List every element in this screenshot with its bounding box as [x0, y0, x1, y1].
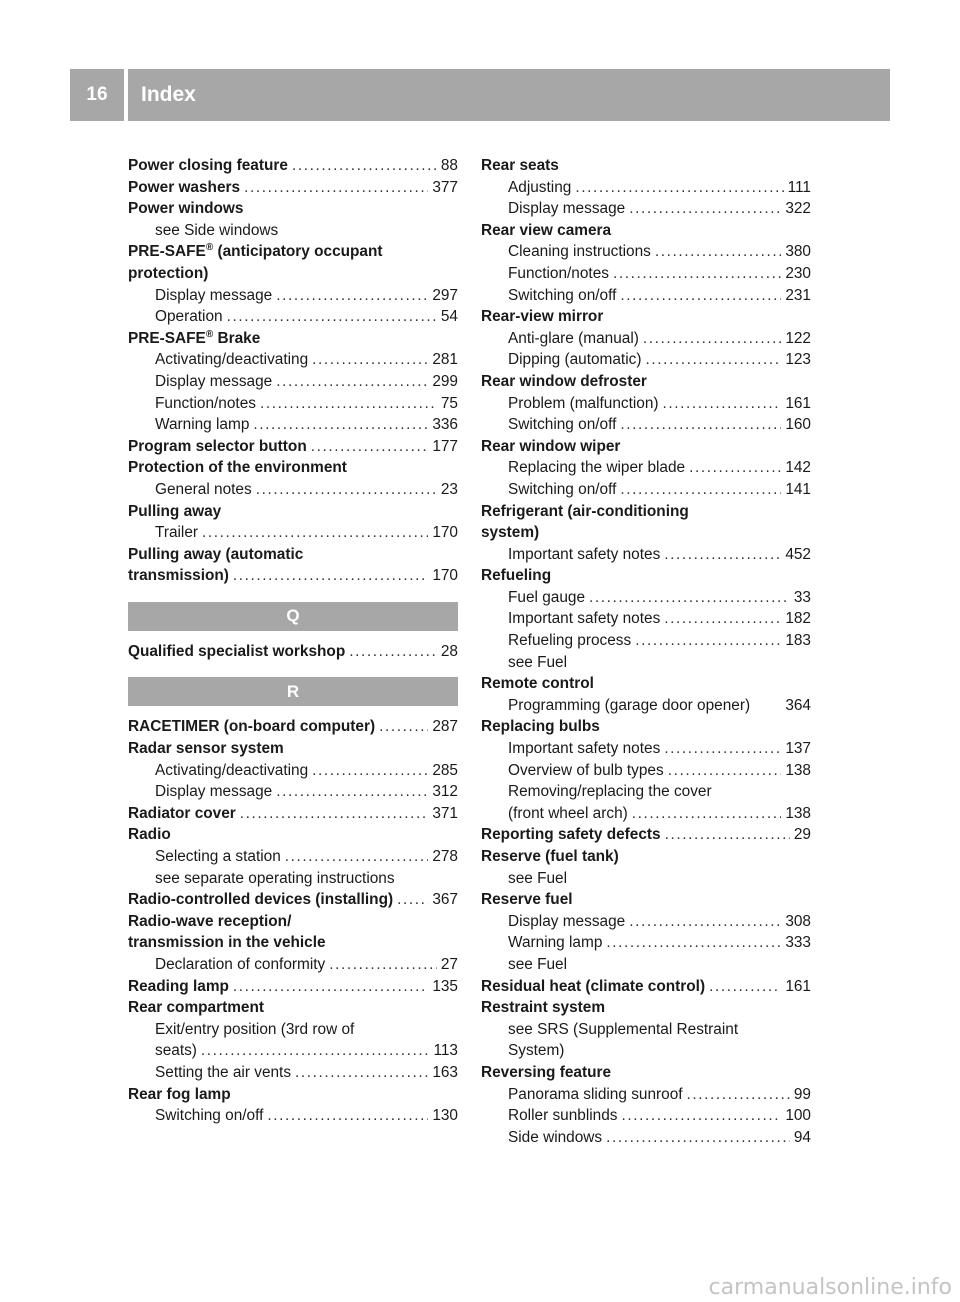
heading-text: Refrigerant (air-conditioning: [481, 502, 689, 520]
index-subentry[interactable]: [128, 522, 458, 544]
page-ref: 452: [785, 545, 811, 563]
page-ref: 297: [432, 286, 458, 304]
index-subentry[interactable]: [481, 328, 811, 350]
index-heading: [128, 824, 458, 846]
heading-text: Pulling away: [128, 502, 222, 520]
index-subentry[interactable]: [128, 285, 458, 307]
index-subentry[interactable]: [128, 760, 458, 782]
subentry-text: Function/notes: [508, 264, 609, 282]
page-ref: 135: [432, 977, 458, 995]
subentry-text: (front wheel arch): [508, 804, 628, 822]
index-group-p: [128, 155, 458, 587]
page-ref: 287: [432, 718, 458, 736]
page-ref: 322: [785, 200, 811, 218]
page-ref: 28: [440, 642, 458, 660]
dot-leader: [253, 414, 428, 436]
index-subentry[interactable]: [128, 393, 458, 415]
index-entry[interactable]: [481, 976, 811, 998]
heading-text: protection): [128, 264, 209, 282]
index-heading: [128, 328, 458, 350]
dot-leader: [295, 1062, 428, 1084]
subentry-text: Setting the air vents: [155, 1063, 292, 1081]
page-ref: 161: [785, 394, 811, 412]
subentry-text: Function/notes: [155, 394, 256, 412]
index-subentry[interactable]: [481, 457, 811, 479]
index-subentry[interactable]: [481, 349, 811, 371]
index-heading: [481, 522, 811, 544]
index-heading: [128, 738, 458, 760]
index-subentry[interactable]: [128, 781, 458, 803]
page-ref: 182: [785, 610, 811, 628]
subentry-text: Programming (garage door opener): [508, 696, 751, 714]
index-column-right: [481, 155, 811, 1148]
page-ref: 160: [785, 416, 811, 434]
dot-leader: [276, 285, 428, 307]
subentry-text: Warning lamp: [508, 934, 603, 952]
index-subentry[interactable]: [128, 479, 458, 501]
registered-mark: ®: [205, 328, 214, 340]
entry-term: Program selector button: [128, 437, 307, 455]
page-ref: 29: [793, 826, 811, 844]
subentry-text: Overview of bulb types: [508, 761, 664, 779]
subentry-text: Declaration of conformity: [155, 956, 326, 973]
dot-leader: [620, 285, 781, 307]
watermark: carmanualsonline.info: [708, 1275, 952, 1300]
heading-text: Remote control: [481, 675, 594, 693]
heading-text: Rear fog lamp: [128, 1085, 231, 1103]
dot-leader: [643, 328, 781, 350]
subentry-text: Display message: [508, 200, 626, 218]
index-subentry[interactable]: [128, 846, 458, 868]
heading-text-rest: Brake: [213, 329, 261, 347]
dot-leader: [292, 155, 437, 177]
index-heading: [481, 220, 811, 242]
dot-leader: [668, 760, 782, 782]
index-subentry[interactable]: [481, 1127, 811, 1149]
index-heading: [481, 846, 811, 868]
page-ref: 141: [785, 480, 811, 498]
page-ref: 94: [793, 1128, 811, 1146]
subentry-text: Important safety notes: [508, 610, 661, 628]
dot-leader: [244, 177, 428, 199]
entry-term: Radio-controlled devices (installing): [128, 891, 394, 909]
page-ref: 333: [785, 934, 811, 952]
page-ref: 336: [432, 416, 458, 434]
subentry-text: seats): [155, 1042, 197, 1060]
index-heading: [481, 889, 811, 911]
page-ref: 138: [785, 804, 811, 822]
index-subentry[interactable]: [128, 371, 458, 393]
index-heading: [481, 565, 811, 587]
page-ref: 138: [785, 761, 811, 779]
dot-leader: [665, 824, 790, 846]
page-ref: 299: [432, 372, 458, 390]
subentry-text: Refueling process: [508, 632, 632, 650]
subentry-text: Warning lamp: [155, 416, 250, 434]
page-ref: 312: [432, 783, 458, 801]
dot-leader: [632, 803, 782, 825]
subentry-text: Cleaning instructions: [508, 243, 651, 261]
index-subentry[interactable]: [128, 349, 458, 371]
letter-heading-r: R: [128, 677, 458, 706]
page-ref: 137: [785, 740, 811, 758]
heading-text: Rear compartment: [128, 999, 264, 1017]
entry-term: Power closing feature: [128, 157, 288, 174]
entry-term: Radiator cover: [128, 804, 236, 822]
page-ref: 100: [785, 1107, 811, 1125]
heading-text-rest: (anticipatory occupant: [213, 243, 383, 261]
index-subentry[interactable]: [481, 911, 811, 933]
dot-leader: [655, 241, 781, 263]
dot-leader: [227, 306, 437, 328]
dot-leader: [256, 479, 437, 501]
page-ref: 285: [432, 761, 458, 779]
index-subentry[interactable]: [481, 587, 811, 609]
heading-text: transmission in the vehicle: [128, 934, 326, 952]
heading-text: Power windows: [128, 200, 244, 218]
page-ref: 161: [785, 977, 811, 995]
page-ref: 27: [440, 956, 458, 973]
subentry-text: Trailer: [155, 524, 199, 542]
page-ref: 231: [785, 286, 811, 304]
index-heading: [481, 155, 811, 177]
dot-leader: [635, 630, 781, 652]
subentry-text: Activating/deactivating: [155, 351, 309, 369]
dot-leader: [379, 716, 428, 738]
index-subentry[interactable]: [128, 1105, 458, 1127]
dot-leader: [613, 263, 781, 285]
dot-leader: [329, 954, 437, 976]
subentry-text: Fuel gauge: [508, 588, 586, 606]
index-cross-reference: see Fuel: [508, 653, 568, 671]
dot-leader: [709, 976, 781, 998]
subentry-text: Display message: [155, 783, 273, 801]
index-entry[interactable]: [128, 155, 458, 177]
index-subentry[interactable]: [481, 738, 811, 760]
letter-heading-q: Q: [128, 602, 458, 631]
index-entry[interactable]: [481, 824, 811, 846]
index-heading: [128, 932, 458, 954]
index-cross-reference: Exit/entry position (3rd row of: [155, 1020, 355, 1038]
index-heading: [481, 501, 811, 523]
index-cross-reference: see Fuel: [508, 955, 568, 973]
heading-text: Rear view camera: [481, 221, 612, 239]
heading-text: Radar sensor system: [128, 740, 284, 758]
dot-leader: [645, 349, 781, 371]
index-entry[interactable]: [128, 641, 458, 663]
entry-term: Qualified specialist workshop: [128, 642, 346, 660]
index-subentry[interactable]: [128, 1062, 458, 1084]
dot-leader: [312, 760, 428, 782]
index-subentry[interactable]: [481, 263, 811, 285]
heading-text: Radio: [128, 826, 171, 844]
dot-leader: [349, 641, 437, 663]
heading-text: Reserve fuel: [481, 891, 573, 909]
subentry-text: Switching on/off: [508, 416, 617, 434]
index-heading: [128, 263, 458, 285]
subentry-text: Activating/deactivating: [155, 761, 309, 779]
dot-leader: [664, 544, 781, 566]
heading-text: system): [481, 524, 540, 542]
section-title: Index: [141, 83, 196, 106]
dot-leader: [664, 608, 781, 630]
page-ref: 142: [785, 459, 811, 477]
index-cross-reference: Removing/replacing the cover: [508, 783, 712, 801]
dot-leader: [267, 1105, 428, 1127]
index-heading: [481, 716, 811, 738]
heading-text: Pulling away (automatic: [128, 545, 304, 563]
dot-leader: [233, 565, 428, 587]
index-heading: [128, 997, 458, 1019]
subentry-text: Switching on/off: [155, 1107, 264, 1125]
heading-text: Restraint system: [481, 999, 606, 1017]
heading-text: PRE-SAFE: [128, 243, 206, 261]
dot-leader: [312, 349, 428, 371]
index-group-r-continued: [481, 155, 811, 1148]
subentry-text: General notes: [155, 480, 252, 498]
page-ref: 278: [432, 848, 458, 866]
subentry-text: Problem (malfunction): [508, 394, 659, 412]
index-cross-reference: see Side windows: [155, 221, 279, 239]
dot-leader: [629, 198, 781, 220]
subentry-text: Roller sunblinds: [508, 1107, 618, 1125]
page-ref: 281: [432, 351, 458, 369]
dot-leader: [620, 479, 781, 501]
page-ref: 163: [432, 1063, 458, 1081]
index-heading: [128, 911, 458, 933]
heading-text: Rear window defroster: [481, 372, 647, 390]
dot-leader: [285, 846, 429, 868]
index-heading: [481, 371, 811, 393]
index-subentry[interactable]: [481, 393, 811, 415]
page-ref: 230: [785, 264, 811, 282]
entry-term: RACETIMER (on-board computer): [128, 718, 376, 736]
dot-leader: [663, 393, 782, 415]
subentry-text: Important safety notes: [508, 740, 661, 758]
page-ref: 170: [432, 524, 458, 542]
index-heading: [481, 1062, 811, 1084]
dot-leader: [664, 738, 781, 760]
page-ref: 380: [785, 243, 811, 261]
index-heading: [128, 501, 458, 523]
index-subentry[interactable]: [481, 479, 811, 501]
index-subentry[interactable]: [481, 285, 811, 307]
dot-leader: [276, 371, 428, 393]
dot-leader: [201, 1040, 430, 1062]
heading-text: Rear-view mirror: [481, 308, 604, 326]
index-entry[interactable]: [128, 177, 458, 199]
dot-leader: [311, 436, 429, 458]
index-entry[interactable]: [128, 803, 458, 825]
dot-leader: [689, 457, 781, 479]
index-entry[interactable]: [128, 716, 458, 738]
page-ref: 113: [433, 1042, 458, 1060]
subentry-text: Adjusting: [508, 178, 572, 196]
subentry-text: Side windows: [508, 1128, 603, 1146]
entry-term: Reading lamp: [128, 977, 229, 995]
page-number: 16: [86, 84, 108, 105]
heading-text: Rear window wiper: [481, 437, 621, 455]
page-ref: 111: [787, 178, 811, 196]
index-heading: [128, 457, 458, 479]
heading-text: Radio-wave reception/: [128, 912, 292, 930]
dot-leader: [240, 803, 429, 825]
subentry-text: Selecting a station: [155, 848, 281, 866]
index-heading: [128, 241, 458, 263]
subentry-text: Display message: [155, 286, 273, 304]
index-subentry[interactable]: [481, 630, 811, 652]
page-ref: 88: [440, 157, 458, 174]
index-subentry[interactable]: [481, 932, 811, 954]
index-subentry[interactable]: [128, 306, 458, 328]
page-ref: 183: [785, 632, 811, 650]
entry-term: Residual heat (climate control): [481, 977, 706, 995]
index-heading: [481, 673, 811, 695]
index-cross-reference: see SRS (Supplemental Restraint: [508, 1020, 739, 1038]
subentry-text: Dipping (automatic): [508, 351, 642, 369]
subentry-text: Operation: [155, 308, 223, 326]
index-entry[interactable]: [128, 436, 458, 458]
page-ref: 308: [785, 912, 811, 930]
dot-leader: [606, 1127, 790, 1149]
page-ref: 123: [785, 351, 811, 369]
index-heading: [128, 1084, 458, 1106]
index-subentry[interactable]: [481, 1105, 811, 1127]
page-ref: 130: [432, 1107, 458, 1125]
index-subentry[interactable]: [481, 608, 811, 630]
subentry-text: Anti-glare (manual): [508, 329, 639, 347]
page-ref: 371: [432, 804, 458, 822]
index-heading: [481, 306, 811, 328]
index-subentry[interactable]: [481, 760, 811, 782]
index-entry[interactable]: [128, 565, 458, 587]
heading-text: Reversing feature: [481, 1063, 612, 1081]
dot-leader: [622, 1105, 782, 1127]
index-subentry[interactable]: [481, 1084, 811, 1106]
subentry-text: Panorama sliding sunroof: [508, 1085, 683, 1103]
dot-leader: [629, 911, 781, 933]
page-ref: 99: [793, 1085, 811, 1103]
index-column-left: [128, 155, 458, 1127]
subentry-text: Switching on/off: [508, 480, 617, 498]
dot-leader: [620, 414, 781, 436]
dot-leader: [589, 587, 790, 609]
heading-text: Protection of the environment: [128, 459, 347, 477]
index-subentry[interactable]: [481, 544, 811, 566]
dot-leader: [687, 1084, 790, 1106]
dot-leader: [233, 976, 428, 998]
dot-leader: [606, 932, 781, 954]
heading-text: Rear seats: [481, 157, 559, 174]
subentry-text: Display message: [155, 372, 273, 390]
heading-text: Reserve (fuel tank): [481, 848, 619, 865]
subentry-text: Important safety notes: [508, 545, 661, 563]
dot-leader: [397, 889, 428, 911]
page-ref: 23: [440, 480, 458, 498]
subentry-text: Switching on/off: [508, 286, 617, 304]
index-subentry[interactable]: [481, 241, 811, 263]
index-cross-reference: see Fuel: [508, 869, 568, 887]
page-ref: 33: [793, 588, 811, 606]
page-ref: 54: [440, 308, 458, 326]
index-heading: [128, 198, 458, 220]
index-subentry[interactable]: [128, 414, 458, 436]
subentry-text: Display message: [508, 912, 626, 930]
entry-term: Power washers: [128, 178, 241, 196]
page-ref: 177: [432, 437, 458, 455]
page-ref: 170: [432, 567, 458, 585]
index-subentry[interactable]: [128, 954, 458, 976]
index-entry[interactable]: [128, 976, 458, 998]
registered-mark: ®: [205, 242, 214, 254]
entry-term: transmission): [128, 567, 229, 585]
dot-leader: [575, 177, 783, 199]
index-subentry[interactable]: [481, 414, 811, 436]
index-subentry[interactable]: [481, 177, 811, 199]
index-group-r: [128, 716, 458, 1126]
dot-leader: [276, 781, 428, 803]
heading-text: Replacing bulbs: [481, 718, 600, 736]
index-group-q: [128, 641, 458, 663]
page-ref: 367: [432, 891, 458, 909]
index-heading: [481, 436, 811, 458]
page-ref: 377: [432, 178, 458, 196]
header-divider: [124, 69, 128, 121]
dot-leader: [260, 393, 437, 415]
index-subentry[interactable]: [481, 695, 811, 717]
index-cross-reference: see separate operating instructions: [155, 869, 395, 887]
index-entry[interactable]: [128, 889, 458, 911]
index-subentry[interactable]: [481, 803, 811, 825]
index-cross-reference: System): [508, 1042, 565, 1060]
index-heading: [128, 544, 458, 566]
heading-text: Refueling: [481, 567, 552, 585]
page-ref: 364: [785, 696, 811, 714]
index-subentry[interactable]: [128, 1040, 458, 1062]
page-ref: 75: [440, 394, 458, 412]
heading-text: PRE-SAFE: [128, 329, 206, 347]
index-subentry[interactable]: [481, 198, 811, 220]
page-ref: 122: [785, 329, 811, 347]
dot-leader: [202, 522, 428, 544]
entry-term: Reporting safety defects: [481, 826, 661, 844]
subentry-text: Replacing the wiper blade: [508, 459, 686, 477]
index-heading: [481, 997, 811, 1019]
